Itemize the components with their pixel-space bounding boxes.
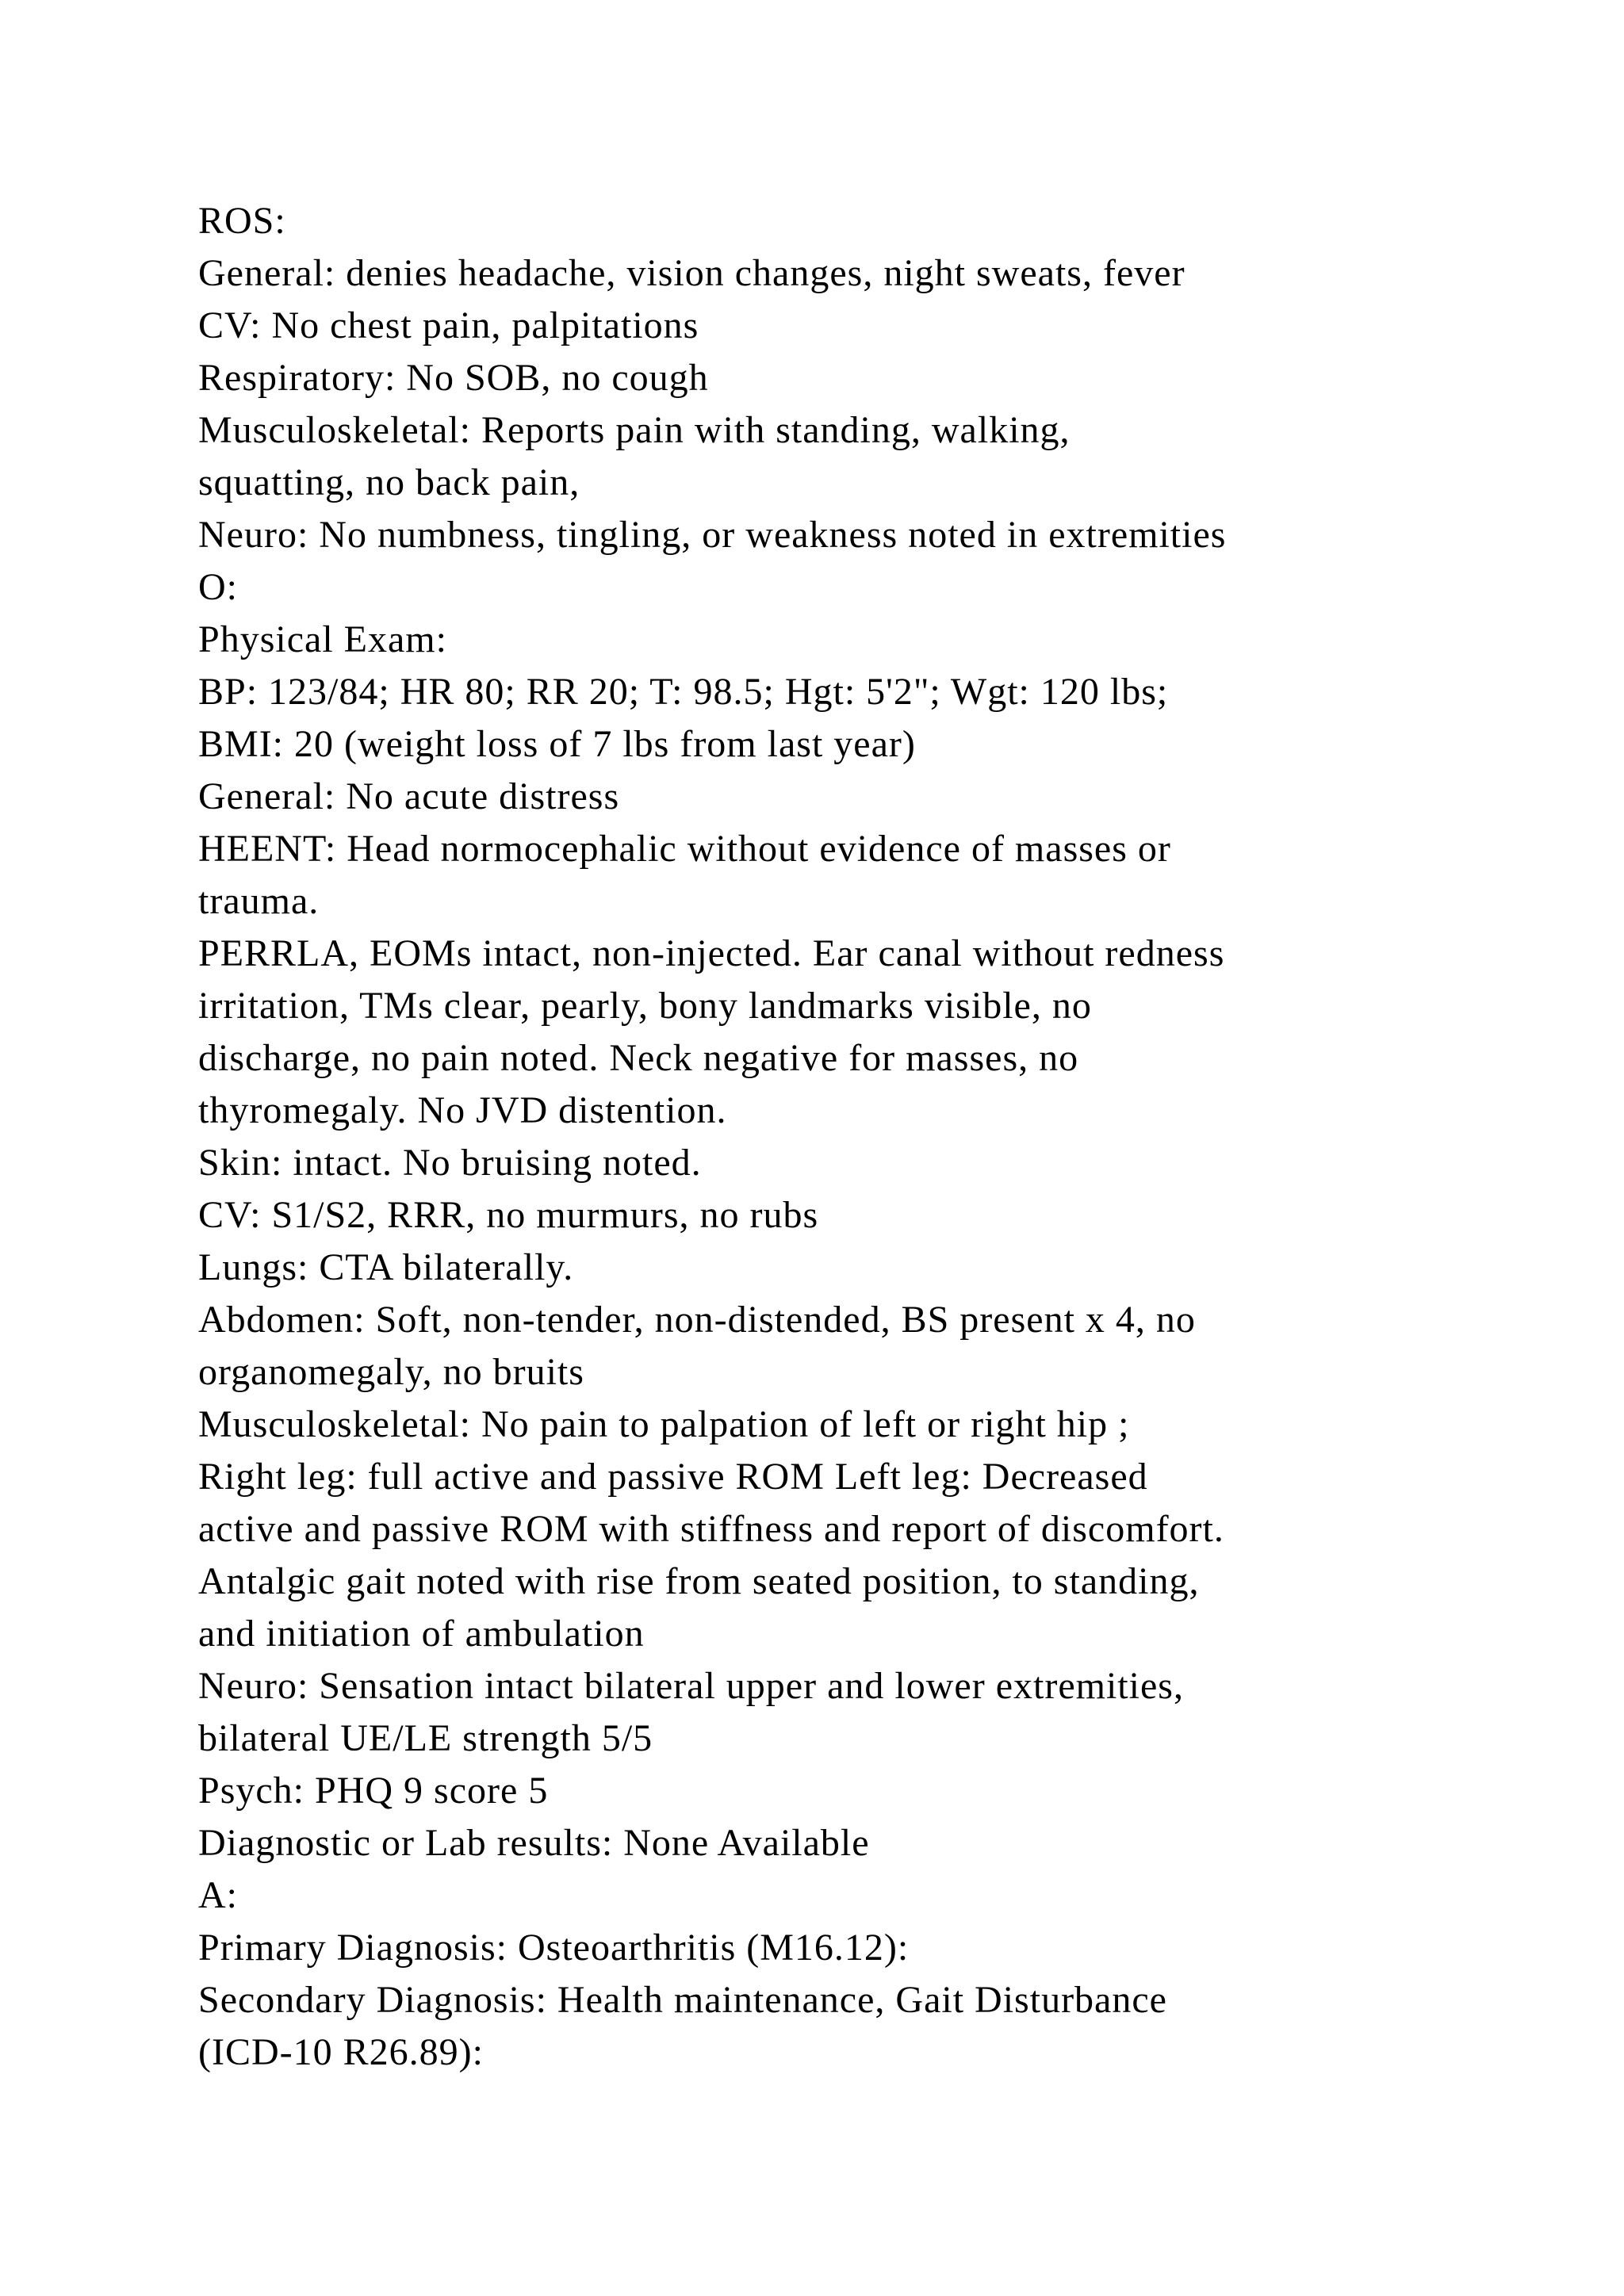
document-body xyxy=(198,195,1546,2079)
text-line-cv-exam: CV: S1/S2, RRR, no murmurs, no rubs xyxy=(198,1194,819,1236)
text-line-musculoskeletal-ros-cont: squatting, no back pain, xyxy=(198,461,580,503)
text-line-objective-heading: O: xyxy=(198,566,238,608)
text-line-perrla-cont-2: discharge, no pain noted. Neck negative for masses, no xyxy=(198,1037,1079,1079)
text-line-neuro-exam: Neuro: Sensation intact bilateral upper and lower extremities, xyxy=(198,1665,1184,1707)
text-line-heent-cont: trauma. xyxy=(198,880,320,922)
text-line-cv-ros: CV: No chest pain, palpitations xyxy=(198,304,699,346)
text-line-abdomen-cont: organomegaly, no bruits xyxy=(198,1351,584,1393)
text-line-antalgic-gait: Antalgic gait noted with rise from seated position, to standing, xyxy=(198,1560,1200,1602)
text-line-skin: Skin: intact. No bruising noted. xyxy=(198,1142,702,1184)
text-line-physical-exam-heading: Physical Exam: xyxy=(198,618,447,660)
text-line-primary-diagnosis: Primary Diagnosis: Osteoarthritis (M16.12): xyxy=(198,1927,910,1969)
text-line-heent: HEENT: Head normocephalic without evidence of masses or xyxy=(198,828,1171,870)
text-line-secondary-diagnosis-code: (ICD-10 R26.89): xyxy=(198,2031,484,2073)
text-line-psych: Psych: PHQ 9 score 5 xyxy=(198,1770,549,1812)
text-line-secondary-diagnosis: Secondary Diagnosis: Health maintenance, Gait Disturbance xyxy=(198,1979,1167,2021)
text-line-respiratory-ros: Respiratory: No SOB, no cough xyxy=(198,357,709,399)
text-line-diagnostic-results: Diagnostic or Lab results: None Available xyxy=(198,1822,870,1864)
text-line-neuro-ros: Neuro: No numbness, tingling, or weakness noted in extremities xyxy=(198,514,1227,556)
text-line-perrla-cont-1: irritation, TMs clear, pearly, bony landmarks visible, no xyxy=(198,985,1092,1027)
text-line-ros-heading: ROS: xyxy=(198,200,286,242)
text-line-bmi: BMI: 20 (weight loss of 7 lbs from last year) xyxy=(198,723,916,765)
text-line-neuro-exam-cont: bilateral UE/LE strength 5/5 xyxy=(198,1717,653,1759)
text-line-musculoskeletal-exam-cont-2: active and passive ROM with stiffness and report of discomfort. xyxy=(198,1508,1224,1550)
text-line-general-ros: General: denies headache, vision changes, night sweats, fever xyxy=(198,252,1185,294)
text-line-assessment-heading: A: xyxy=(198,1874,238,1916)
text-line-musculoskeletal-exam-cont-1: Right leg: full active and passive ROM Left leg: Decreased xyxy=(198,1456,1148,1498)
text-line-lungs: Lungs: CTA bilaterally. xyxy=(198,1246,574,1288)
text-line-perrla: PERRLA, EOMs intact, non-injected. Ear canal without redness xyxy=(198,932,1225,974)
text-line-antalgic-gait-cont: and initiation of ambulation xyxy=(198,1613,645,1655)
text-line-perrla-cont-3: thyromegaly. No JVD distention. xyxy=(198,1089,727,1131)
text-line-abdomen: Abdomen: Soft, non-tender, non-distended, BS present x 4, no xyxy=(198,1299,1196,1341)
text-line-vitals: BP: 123/84; HR 80; RR 20; T: 98.5; Hgt: 5'2"; Wgt: 120 lbs; xyxy=(198,671,1169,713)
text-line-general-exam: General: No acute distress xyxy=(198,775,620,817)
text-line-musculoskeletal-exam: Musculoskeletal: No pain to palpation of left or right hip ; xyxy=(198,1403,1130,1445)
text-line-musculoskeletal-ros: Musculoskeletal: Reports pain with standing, walking, xyxy=(198,409,1071,451)
